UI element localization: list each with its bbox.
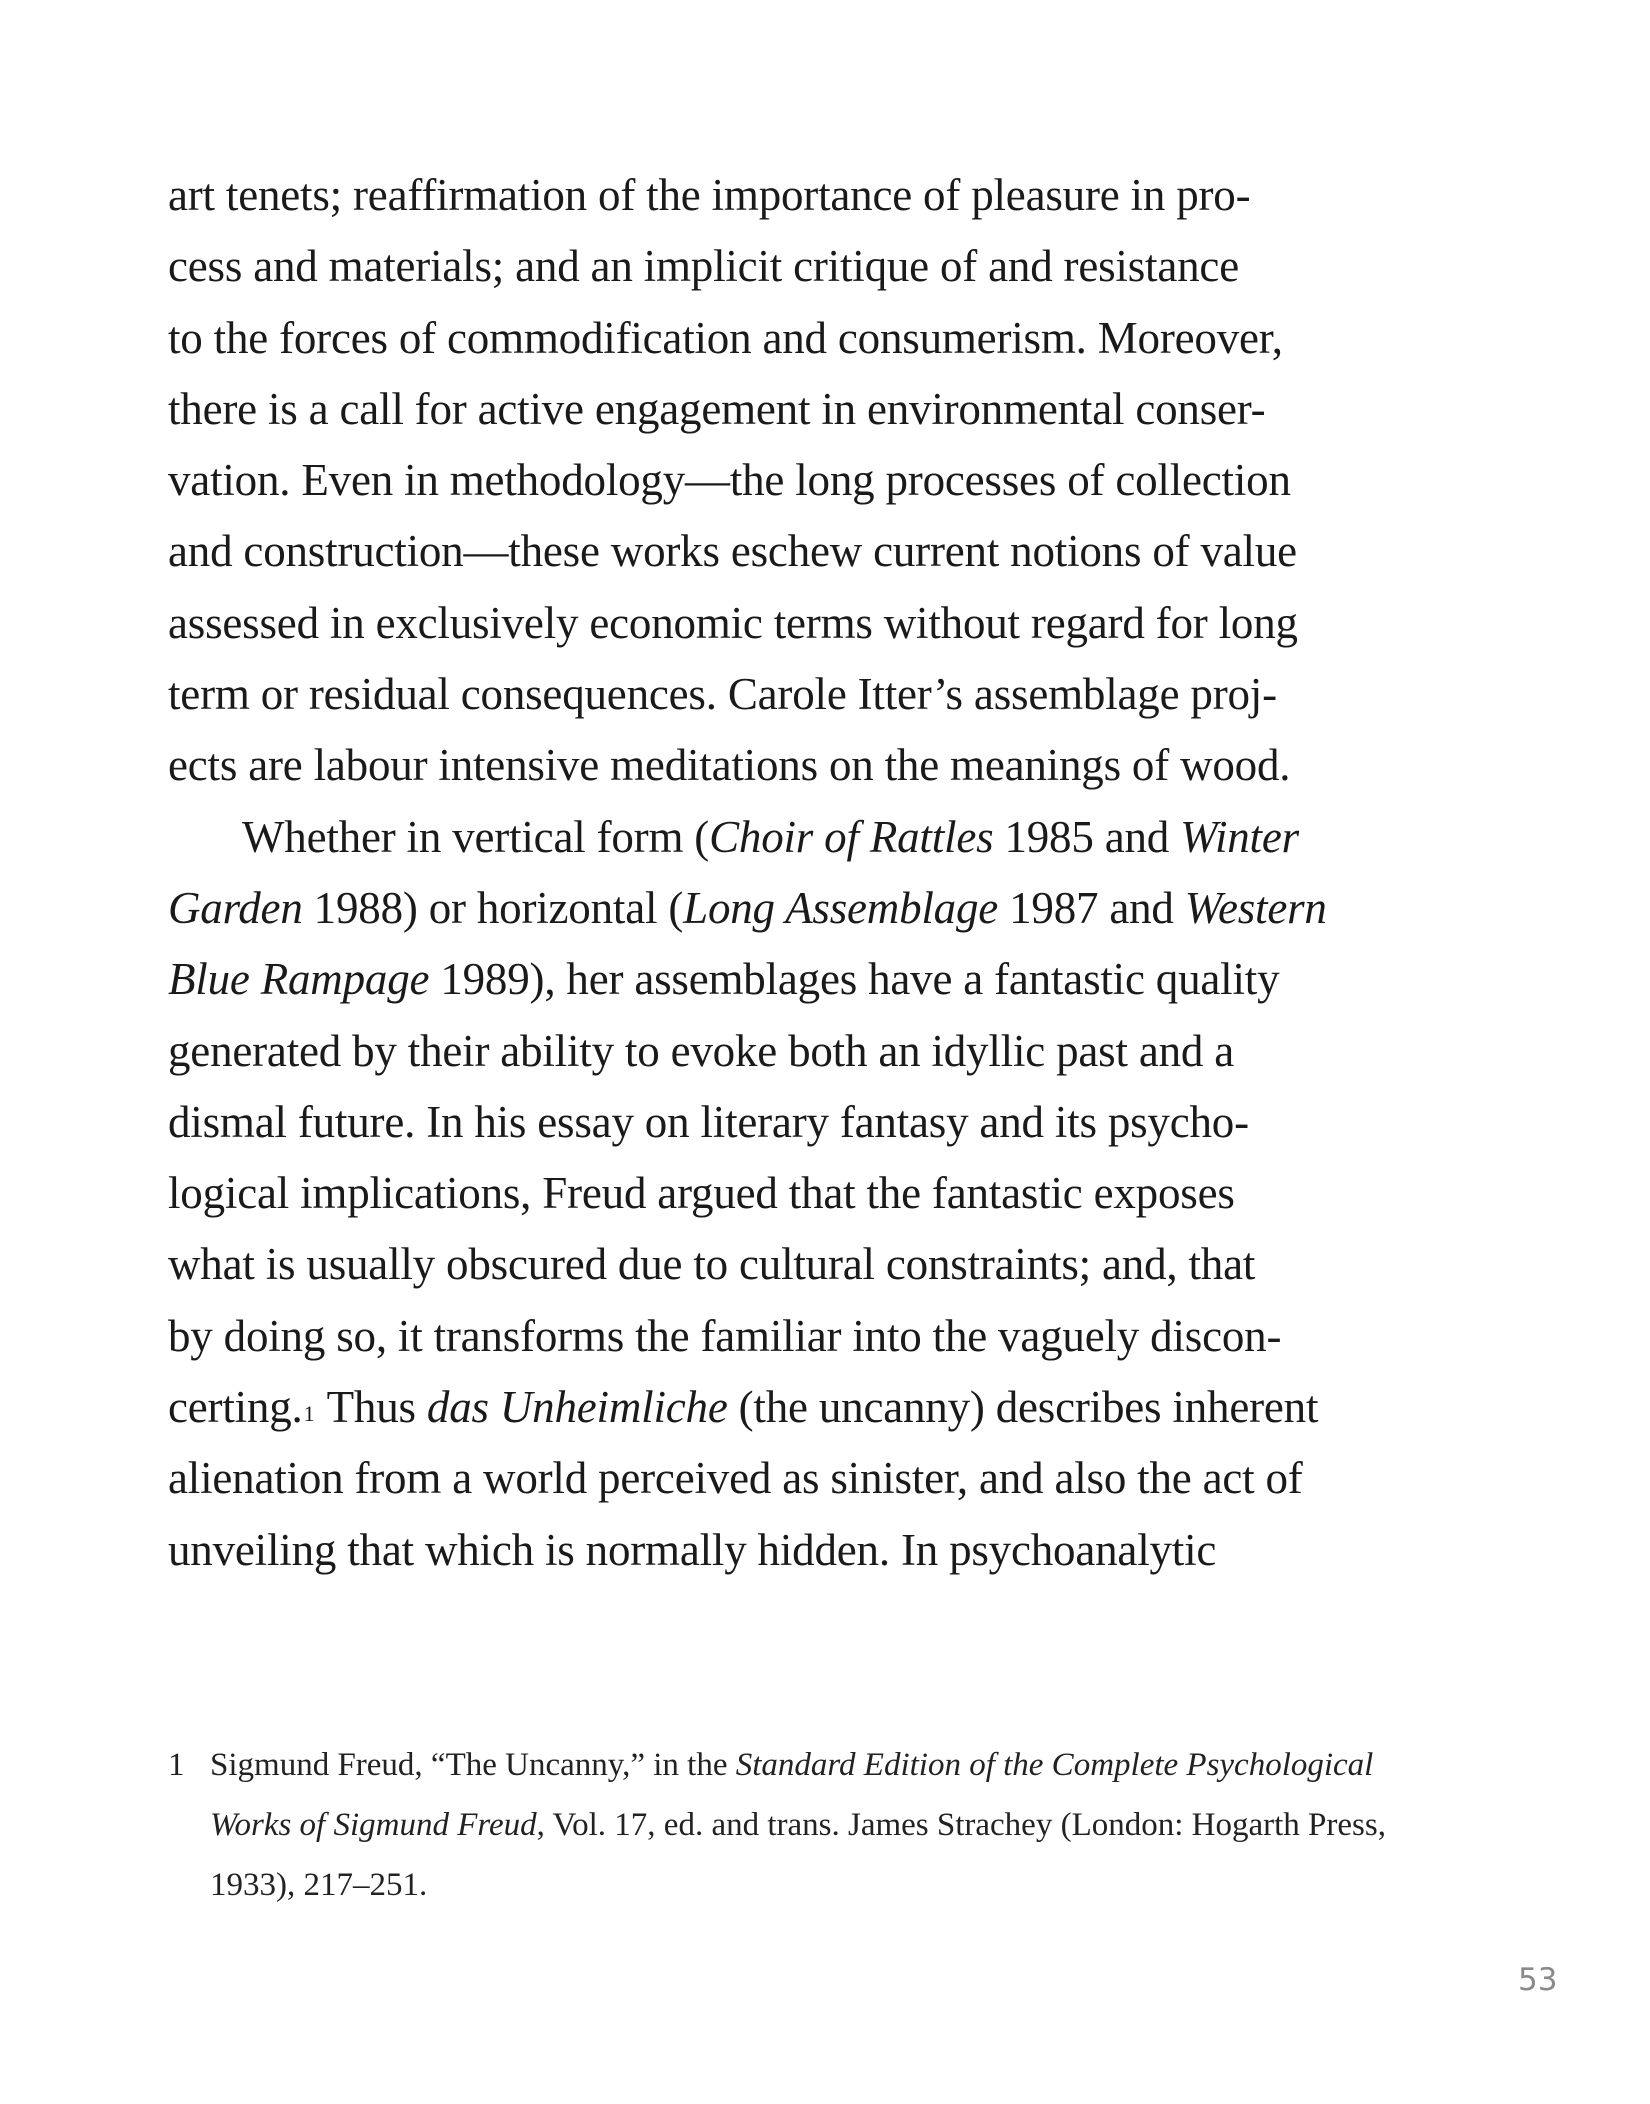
paragraph-1 [168,160,1488,802]
text-run: Sigmund Freud, “The Uncanny,” in the [210,1747,736,1783]
page-number: 53 [1518,1962,1558,1998]
text-line: term or residual consequences. Carole Itter’s assemblage proj- [168,669,1277,720]
text-run: Whether in vertical form ( [242,811,710,862]
text-line [168,802,1488,873]
text-line: generated by their ability to evoke both an idyllic past and a [168,1025,1235,1076]
footnote-line [210,1795,1528,1855]
footnote-reference[interactable]: 1 [303,1401,315,1427]
text-line: to the forces of commodification and consumerism. Moreover, [168,312,1283,363]
footnote-line [210,1735,1528,1795]
text-run: Thus [316,1382,427,1433]
text-line [168,944,1488,1015]
text-run: certing. [168,1382,303,1433]
paragraph-2 [168,802,1488,1586]
artwork-title: Long Assemblage [683,882,999,933]
text-line [168,873,1488,944]
footnote-line: 1933), 217–251. [210,1867,428,1903]
footnote [168,1735,1528,1915]
text-line: alienation from a world perceived as sinister, and also the act of [168,1453,1303,1504]
text-line: by doing so, it transforms the familiar into the vaguely discon- [168,1310,1282,1361]
text-run: 1985 and [993,811,1181,862]
book-title: Works of Sigmund Freud [210,1807,537,1843]
artwork-title: Winter [1180,811,1299,862]
text-line: what is usually obscured due to cultural constraints; and, that [168,1239,1256,1290]
text-line: and construction—these works eschew current notions of value [168,526,1297,577]
book-title: Standard Edition of the Complete Psychological [735,1747,1374,1783]
text-run: 1988) or horizontal ( [302,882,684,933]
text-line: there is a call for active engagement in environmental conser- [168,383,1266,434]
text-line: cess and materials; and an implicit critique of and resistance [168,241,1239,292]
body-text [168,160,1488,1586]
text-line: assessed in exclusively economic terms without regard for long [168,597,1298,648]
text-line: art tenets; reaffirmation of the importance of pleasure in pro- [168,170,1251,220]
text-run: (the uncanny) describes inherent [727,1382,1319,1433]
text-run: 1989), her assemblages have a fantastic quality [429,954,1280,1005]
artwork-title: Garden [168,882,303,933]
text-line: unveiling that which is normally hidden. In psychoanalytic [168,1524,1217,1575]
text-line: dismal future. In his essay on literary fantasy and its psycho- [168,1096,1249,1147]
text-line [168,1372,1488,1443]
text-run: 1987 and [998,882,1185,933]
artwork-title: Western [1184,882,1327,933]
footnote-number: 1 [168,1747,185,1783]
foreign-term: das Unheimliche [426,1382,728,1433]
text-line: ects are labour intensive meditations on the meanings of wood. [168,740,1291,791]
artwork-title: Blue Rampage [168,954,430,1005]
footnote-body [210,1735,1528,1915]
text-line: logical implications, Freud argued that the fantastic exposes [168,1168,1235,1219]
text-line: vation. Even in methodology—the long processes of collection [168,455,1291,506]
text-run: , Vol. 17, ed. and trans. James Strachey (London: Hogarth Press, [536,1807,1386,1843]
artwork-title: Choir of Rattles [709,811,994,862]
